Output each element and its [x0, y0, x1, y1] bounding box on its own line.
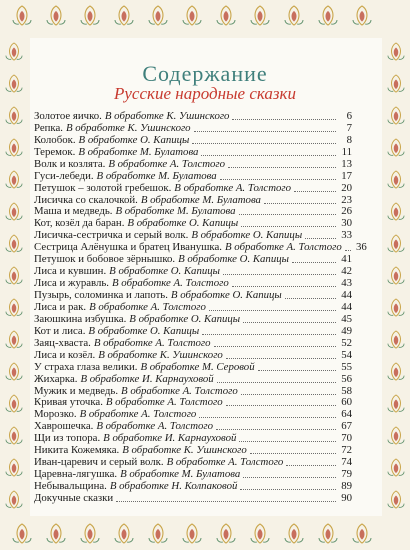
entry-page-number: 55 [341, 360, 352, 373]
dot-leader [239, 441, 336, 442]
entry-title: Жихарка. [34, 372, 78, 385]
entry-adapter: В обработке М. Булатова [96, 169, 217, 182]
dot-leader [209, 310, 336, 311]
flower-ornament-icon [6, 203, 22, 220]
dot-leader [250, 453, 336, 454]
entry-title: Лисичка-сестричка и серый волк. [34, 229, 189, 242]
entry-page-number: 44 [341, 289, 352, 302]
entry-adapter: В обработке О. Капицы [109, 265, 220, 278]
entry-page-number: 44 [341, 300, 352, 313]
flower-ornament-icon [217, 524, 235, 543]
entry-title: Никита Кожемяка. [34, 444, 120, 457]
entry-title: Кривая уточка. [34, 396, 103, 409]
flower-ornament-icon [149, 6, 167, 25]
flower-ornament-icon [6, 267, 22, 284]
entry-page-number: 11 [341, 145, 352, 158]
entry-adapter: В обработке А. Толстого [93, 336, 211, 349]
entry-adapter: В обработке И. Карнауховой [80, 372, 214, 385]
entry-page-number: 60 [341, 396, 352, 409]
dot-leader [258, 370, 336, 371]
entry-title: У страха глаза велики. [34, 360, 138, 373]
entry-page-number: 49 [341, 324, 352, 337]
entry-adapter: В обработке О. Капицы [127, 217, 239, 230]
entry-adapter: В обработке М. Булатова [140, 193, 261, 206]
entry-adapter: В обработке Н. Колпаковой [109, 480, 238, 493]
toc-entry [34, 171, 352, 183]
toc-entry [34, 159, 352, 171]
flower-ornament-icon [47, 524, 65, 543]
entry-page-number: 90 [341, 491, 352, 504]
entry-title: Мужик и медведь. [34, 384, 119, 397]
flower-ornament-icon [285, 524, 303, 543]
flower-ornament-icon [388, 139, 404, 156]
entry-adapter: В обработке О. Капицы [88, 324, 200, 337]
entry-adapter: В обработке А. Толстого [174, 181, 292, 194]
entry-title: Лиса и рак. [34, 300, 87, 313]
entry-adapter: В обработке М. Булатова [78, 145, 199, 158]
entry-page-number: 79 [341, 468, 352, 481]
entry-page-number: 8 [346, 133, 352, 146]
toc-entry [34, 362, 352, 374]
flower-ornament-icon [6, 491, 22, 508]
entry-adapter: В обработке М. Серовой [140, 360, 255, 373]
flower-ornament-icon [6, 235, 22, 252]
flower-ornament-icon [388, 395, 404, 412]
entry-title: Царевна-лягушка. [34, 468, 118, 481]
entry-title: Колобок. [34, 133, 76, 146]
entry-adapter: В обработке О. Капицы [129, 312, 241, 325]
dot-leader [226, 405, 336, 406]
dot-leader [264, 203, 336, 204]
entry-title: Лиса и журавль. [34, 277, 110, 290]
flower-ornament-icon [388, 235, 404, 252]
entry-title: Иван-царевич и серый волк. [34, 456, 164, 469]
dot-leader [243, 477, 336, 478]
flower-ornament-icon [388, 363, 404, 380]
entry-adapter: В обработке К. Ушинского [122, 444, 247, 457]
entry-adapter: В обработке К. Ушинского [66, 121, 191, 134]
entry-adapter: В обработке И. Карнауховой [103, 432, 237, 445]
flower-ornament-icon [6, 427, 22, 444]
flower-ornament-icon [285, 6, 303, 25]
entry-title: Пузырь, соломинка и лапоть. [34, 289, 168, 302]
flower-ornament-icon [319, 524, 337, 543]
entry-page-number: 33 [341, 229, 352, 242]
border-top [0, 0, 410, 38]
entry-adapter: В обработке М. Булатова [120, 468, 241, 481]
flower-ornament-icon [183, 524, 201, 543]
flower-ornament-icon [13, 6, 31, 25]
dot-leader [232, 286, 336, 287]
entry-adapter: В обработке М. Булатова [115, 205, 236, 218]
entry-adapter: В обработке А. Толстого [121, 384, 238, 397]
flower-ornament-icon [388, 43, 404, 60]
flower-ornament-icon [81, 6, 99, 25]
entry-page-number: 64 [341, 408, 352, 421]
dot-leader [232, 119, 336, 120]
border-bottom [0, 516, 410, 550]
flower-ornament-icon [6, 43, 22, 60]
entry-adapter: В обработке А. Толстого [112, 277, 229, 290]
dot-leader [241, 394, 336, 395]
entry-page-number: 45 [341, 312, 352, 325]
toc-entry [34, 493, 352, 505]
page-title: Содержание [142, 60, 268, 86]
entry-title: Докучные сказки [34, 491, 114, 504]
entry-adapter: В обработке А. Толстого [105, 396, 223, 409]
flower-ornament-icon [6, 139, 22, 156]
flower-ornament-icon [6, 395, 22, 412]
dot-leader [228, 167, 336, 168]
flower-ornament-icon [353, 524, 371, 543]
flower-ornament-icon [6, 299, 22, 316]
dot-leader [192, 143, 336, 144]
flower-ornament-icon [6, 363, 22, 380]
entry-page-number: 42 [341, 265, 352, 278]
entry-title: Сестрица Алёнушка и братец Иванушка. [34, 241, 223, 254]
entry-page-number: 36 [355, 241, 367, 254]
entry-adapter: В обработке К. Ушинского [104, 109, 230, 122]
entry-adapter: В обработке А. Толстого [89, 300, 206, 313]
entry-page-number: 6 [346, 109, 352, 122]
dot-leader [241, 226, 336, 227]
flower-ornament-icon [388, 331, 404, 348]
dot-leader [285, 298, 336, 299]
flower-ornament-icon [251, 524, 269, 543]
dot-leader [201, 155, 336, 156]
entry-page-number: 7 [346, 121, 352, 134]
entry-adapter: В обработке О. Капицы [178, 253, 289, 266]
entry-title: Морозко. [34, 408, 77, 421]
entry-page-number: 30 [341, 217, 352, 230]
entry-page-number: 13 [341, 157, 352, 170]
dot-leader [243, 322, 336, 323]
flower-ornament-icon [149, 524, 167, 543]
flower-ornament-icon [388, 171, 404, 188]
toc-entry [34, 147, 352, 159]
flower-ornament-icon [388, 107, 404, 124]
flower-ornament-icon [13, 524, 31, 543]
entry-adapter: В обработке А. Толстого [108, 157, 226, 170]
entry-page-number: 72 [341, 444, 352, 457]
flower-ornament-icon [319, 6, 337, 25]
dot-leader [240, 489, 336, 490]
flower-ornament-icon [6, 171, 22, 188]
entry-title: Лиса и кувшин. [34, 265, 107, 278]
section-subtitle: Русские народные сказки [114, 84, 296, 103]
entry-page-number: 54 [341, 348, 352, 361]
entry-page-number: 74 [341, 456, 352, 469]
entry-page-number: 17 [341, 169, 352, 182]
entry-title: Лиса и козёл. [34, 348, 96, 361]
entry-title: Репка. [34, 121, 64, 134]
flower-ornament-icon [388, 203, 404, 220]
flower-ornament-icon [388, 491, 404, 508]
flower-ornament-icon [47, 6, 65, 25]
flower-ornament-icon [388, 267, 404, 284]
entry-title: Заяц-хваста. [34, 336, 91, 349]
toc-entry [34, 350, 352, 362]
entry-adapter: В обработке О. Капицы [191, 229, 303, 242]
dot-leader [223, 274, 336, 275]
entry-title: Теремок. [34, 145, 76, 158]
flower-ornament-icon [81, 524, 99, 543]
flower-ornament-icon [217, 6, 235, 25]
flower-ornament-icon [388, 299, 404, 316]
dot-leader [217, 382, 336, 383]
entry-adapter: В обработке К. Ушинского [98, 348, 223, 361]
dot-leader [305, 238, 336, 239]
entry-title: Щи из топора. [34, 432, 101, 445]
table-of-contents [34, 109, 367, 505]
flower-ornament-icon [251, 6, 269, 25]
dot-leader [292, 262, 336, 263]
entry-adapter: В обработке А. Толстого [96, 420, 214, 433]
entry-page-number: 56 [341, 372, 352, 385]
dot-leader [216, 429, 336, 430]
flower-ornament-icon [6, 459, 22, 476]
dot-leader [214, 346, 336, 347]
dot-leader [199, 417, 336, 418]
entry-title: Волк и козлята. [34, 157, 106, 170]
toc-entry [34, 374, 352, 386]
flower-ornament-icon [6, 331, 22, 348]
dot-leader [239, 214, 336, 215]
flower-ornament-icon [183, 6, 201, 25]
flower-ornament-icon [388, 459, 404, 476]
flower-ornament-icon [115, 6, 133, 25]
dot-leader [116, 501, 336, 502]
flower-ornament-icon [388, 427, 404, 444]
entry-page-number: 89 [341, 480, 352, 493]
entry-adapter: В обработке О. Капицы [78, 133, 190, 146]
entry-page-number: 43 [341, 277, 352, 290]
toc-entry [34, 338, 352, 350]
entry-page-number: 23 [341, 193, 352, 206]
entry-title: Лисичка со скалочкой. [34, 193, 138, 206]
entry-adapter: В обработке А. Толстого [225, 241, 342, 254]
toc-entry [34, 183, 352, 195]
entry-title: Маша и медведь. [34, 205, 113, 218]
entry-title: Хаврошечка. [34, 420, 94, 433]
entry-page-number: 70 [341, 432, 352, 445]
entry-page-number: 67 [341, 420, 352, 433]
entry-title: Золотое яичко. [34, 109, 102, 122]
dot-leader [194, 131, 336, 132]
entry-title: Кот и лиса. [34, 324, 86, 337]
entry-title: Заюшкина избушка. [34, 312, 127, 325]
entry-title: Петушок и бобовое зёрнышко. [34, 253, 176, 266]
dot-leader [202, 334, 336, 335]
entry-page-number: 58 [341, 384, 352, 397]
dot-leader [345, 250, 351, 251]
dot-leader [294, 191, 336, 192]
flower-ornament-icon [353, 6, 371, 25]
entry-page-number: 20 [341, 181, 352, 194]
flower-ornament-icon [115, 524, 133, 543]
entry-adapter: В обработке О. Капицы [170, 289, 282, 302]
entry-page-number: 41 [341, 253, 352, 266]
entry-title: Петушок – золотой гребешок. [34, 181, 172, 194]
entry-adapter: В обработке А. Толстого [79, 408, 197, 421]
flower-ornament-icon [6, 107, 22, 124]
entry-page-number: 26 [341, 205, 352, 218]
entry-title: Небывальщина. [34, 480, 107, 493]
entry-adapter: В обработке А. Толстого [166, 456, 284, 469]
entry-title: Кот, козёл да баран. [34, 217, 125, 230]
entry-title: Гуси-лебеди. [34, 169, 94, 182]
dot-leader [226, 358, 336, 359]
dot-leader [286, 465, 336, 466]
dot-leader [220, 179, 336, 180]
entry-page-number: 52 [341, 336, 352, 349]
